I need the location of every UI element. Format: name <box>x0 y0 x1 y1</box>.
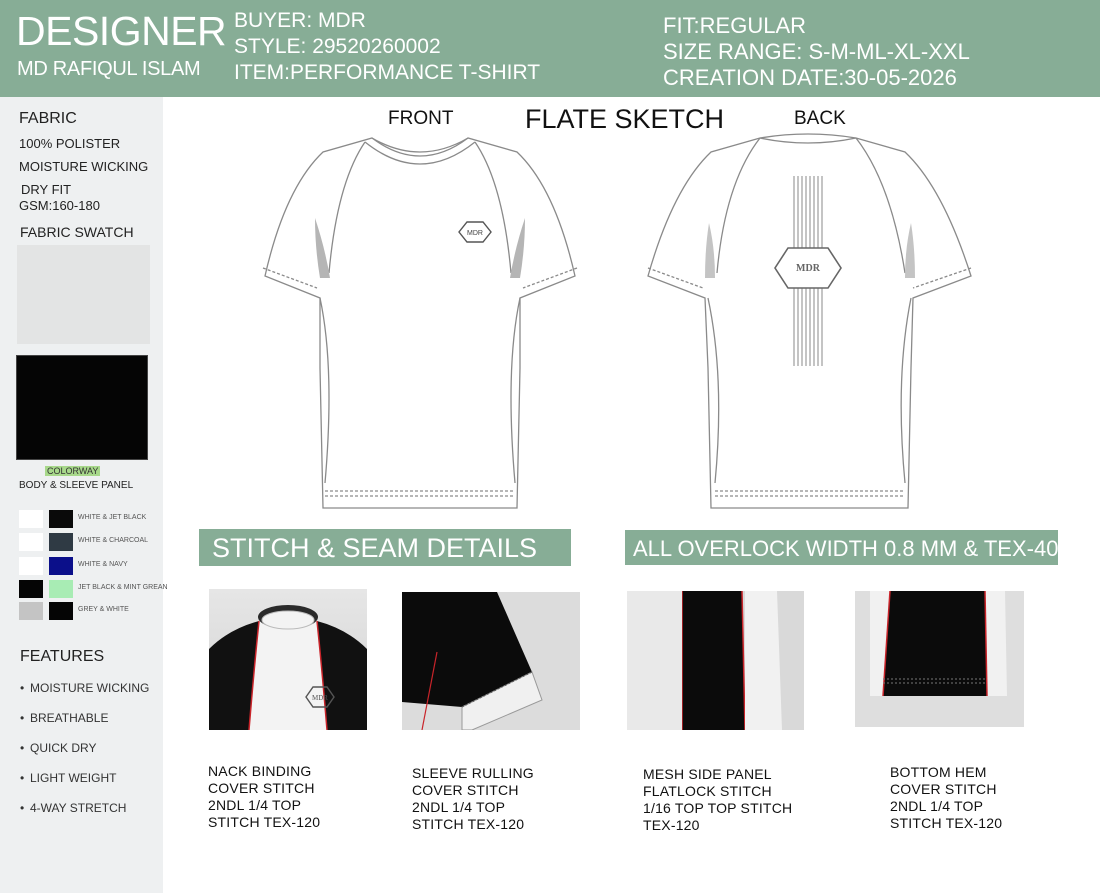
colorway-row <box>19 580 169 598</box>
sleeve-photo <box>402 592 580 730</box>
feature-label: LIGHT WEIGHT <box>30 771 117 785</box>
colorway-label: COLORWAY <box>47 466 99 476</box>
feature-label: MOISTURE WICKING <box>30 681 150 695</box>
body-color-chip <box>19 557 43 575</box>
size-range-text: SIZE RANGE: S-M-ML-XL-XXL <box>663 39 970 64</box>
overlock-note: ALL OVERLOCK WIDTH 0.8 MM & TEX-40 <box>625 530 1058 565</box>
body-color-chip <box>19 533 43 551</box>
back-tshirt-sketch <box>643 128 983 518</box>
bottom-hem-caption: BOTTOM HEM COVER STITCH 2NDL 1/4 TOP STITCH TEX-120 <box>890 764 1003 831</box>
colorway-name: WHITE & NAVY <box>78 561 128 568</box>
colorway-name: GREY & WHITE <box>78 606 129 613</box>
feature-label: 4-WAY STRETCH <box>30 801 127 815</box>
fabric-swatch-white <box>17 245 150 344</box>
body-color-chip <box>19 580 43 598</box>
features-heading: FEATURES <box>20 648 105 665</box>
photo-logo-text: MDR <box>312 694 328 702</box>
side-panel-photo <box>627 591 804 730</box>
fabric-line: DRY FIT <box>21 182 72 197</box>
header-band <box>0 0 1100 97</box>
feature-item <box>20 771 116 785</box>
colorway-row <box>19 533 169 551</box>
sleeve-color-chip <box>49 533 73 551</box>
item-text: ITEM:PERFORMANCE T-SHIRT <box>234 61 541 84</box>
sleeve-color-chip <box>49 510 73 528</box>
bullet-icon: • <box>20 771 25 785</box>
front-tshirt-sketch <box>255 128 595 518</box>
fabric-swatch-heading: FABRIC SWATCH <box>20 224 134 240</box>
colorway-row <box>19 510 169 528</box>
colorway-row <box>19 602 169 620</box>
stitch-seam-heading: STITCH & SEAM DETAILS <box>199 529 571 566</box>
feature-item <box>20 681 149 695</box>
feature-item <box>20 801 126 815</box>
body-sleeve-label: BODY & SLEEVE PANEL <box>19 480 134 491</box>
neck-binding-caption: NACK BINDING COVER STITCH 2NDL 1/4 TOP STITCH TEX-120 <box>208 763 321 830</box>
sleeve-color-chip <box>49 580 73 598</box>
sleeve-color-chip <box>49 602 73 620</box>
fabric-heading: FABRIC <box>19 110 77 127</box>
fabric-line: GSM:160-180 <box>19 198 100 213</box>
buyer-text: BUYER: MDR <box>234 9 366 32</box>
bullet-icon: • <box>20 801 25 815</box>
fabric-line: MOISTURE WICKING <box>19 159 149 174</box>
body-color-chip <box>19 510 43 528</box>
creation-date-text: CREATION DATE:30-05-2026 <box>663 65 957 90</box>
neck-binding-photo <box>209 589 367 730</box>
bullet-icon: • <box>20 711 25 725</box>
designer-title: DESIGNER <box>16 8 227 54</box>
fit-text: FIT:REGULAR <box>663 13 807 38</box>
body-color-chip <box>19 602 43 620</box>
colorway-name: WHITE & CHARCOAL <box>78 537 149 544</box>
spec-info-group <box>234 8 540 86</box>
bottom-hem-photo <box>855 591 1024 727</box>
fabric-line: 100% POLISTER <box>19 136 121 151</box>
bullet-icon: • <box>20 681 25 695</box>
fabric-swatch-black <box>16 355 148 460</box>
colorway-row <box>19 557 169 575</box>
colorway-name: JET BLACK & MINT GREAN <box>78 584 168 591</box>
feature-item <box>20 711 108 725</box>
feature-item <box>20 741 96 755</box>
front-label: FRONT <box>388 108 454 129</box>
side-panel-caption: MESH SIDE PANEL FLATLOCK STITCH 1/16 TOP TOP STITCH TEX-120 <box>643 766 793 833</box>
feature-label: QUICK DRY <box>30 741 97 755</box>
sleeve-caption: SLEEVE RULLING COVER STITCH 2NDL 1/4 TOP STITCH TEX-120 <box>412 765 534 832</box>
fit-info-group <box>663 13 970 91</box>
back-label: BACK <box>794 108 846 129</box>
flate-sketch-title: FLATE SKETCH <box>525 104 725 134</box>
colorway-name: WHITE & JET BLACK <box>78 514 147 521</box>
style-text: STYLE: 29520260002 <box>234 35 441 58</box>
feature-label: BREATHABLE <box>30 711 109 725</box>
bullet-icon: • <box>20 741 25 755</box>
back-logo-text: MDR <box>796 263 820 274</box>
front-logo-text: MDR <box>467 230 483 237</box>
designer-name: MD RAFIQUL ISLAM <box>17 58 201 80</box>
sleeve-color-chip <box>49 557 73 575</box>
